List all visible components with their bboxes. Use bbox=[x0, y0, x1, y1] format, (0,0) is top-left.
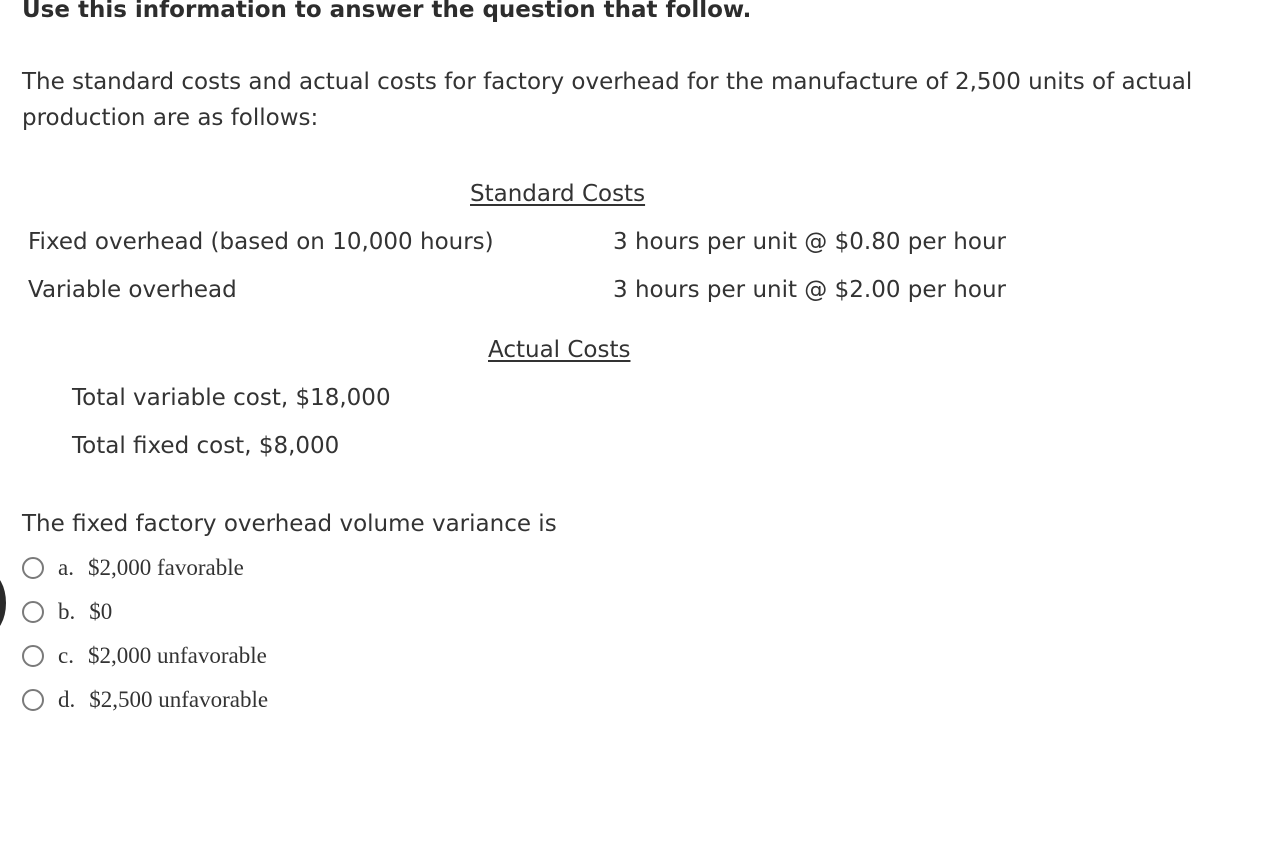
actual-costs-title: Actual Costs bbox=[488, 337, 631, 363]
choice-c-letter: c. bbox=[58, 643, 74, 668]
standard-costs-title: Standard Costs bbox=[470, 181, 646, 207]
variable-overhead-value: 3 hours per unit @ $2.00 per hour bbox=[613, 277, 1006, 303]
question-text: The fixed factory overhead volume variance is bbox=[22, 511, 557, 537]
choice-a-label bbox=[58, 555, 244, 581]
edge-marker bbox=[0, 573, 6, 633]
choice-d-text: $2,500 unfavorable bbox=[89, 687, 269, 712]
fixed-overhead-value: 3 hours per unit @ $0.80 per hour bbox=[613, 229, 1006, 255]
intro-paragraph: The standard costs and actual costs for factory overhead for the manufacture of 2,500 units of actual production are as follows: bbox=[22, 69, 1193, 131]
choice-b[interactable] bbox=[22, 597, 112, 627]
choice-a[interactable] bbox=[22, 553, 244, 583]
total-variable-cost: Total variable cost, $18,000 bbox=[72, 385, 391, 411]
choice-d[interactable] bbox=[22, 685, 268, 715]
choice-d-label bbox=[58, 687, 268, 713]
choice-c-text: $2,000 unfavorable bbox=[87, 643, 267, 668]
choice-d-letter: d. bbox=[58, 687, 76, 712]
total-fixed-cost: Total fixed cost, $8,000 bbox=[72, 433, 340, 459]
choice-b-letter: b. bbox=[58, 599, 76, 624]
choice-a-letter: a. bbox=[58, 555, 74, 580]
radio-button-a[interactable] bbox=[22, 557, 44, 579]
instruction-heading: Use this information to answer the question that follow. bbox=[22, 0, 752, 23]
choice-c[interactable] bbox=[22, 641, 267, 671]
variable-overhead-label: Variable overhead bbox=[28, 277, 237, 303]
fixed-overhead-label: Fixed overhead (based on 10,000 hours) bbox=[28, 229, 494, 255]
radio-button-b[interactable] bbox=[22, 601, 44, 623]
choice-b-label bbox=[58, 599, 112, 625]
choice-b-text: $0 bbox=[89, 599, 113, 624]
choice-c-label bbox=[58, 643, 267, 669]
radio-button-c[interactable] bbox=[22, 645, 44, 667]
choice-a-text: $2,000 favorable bbox=[87, 555, 244, 580]
radio-button-d[interactable] bbox=[22, 689, 44, 711]
